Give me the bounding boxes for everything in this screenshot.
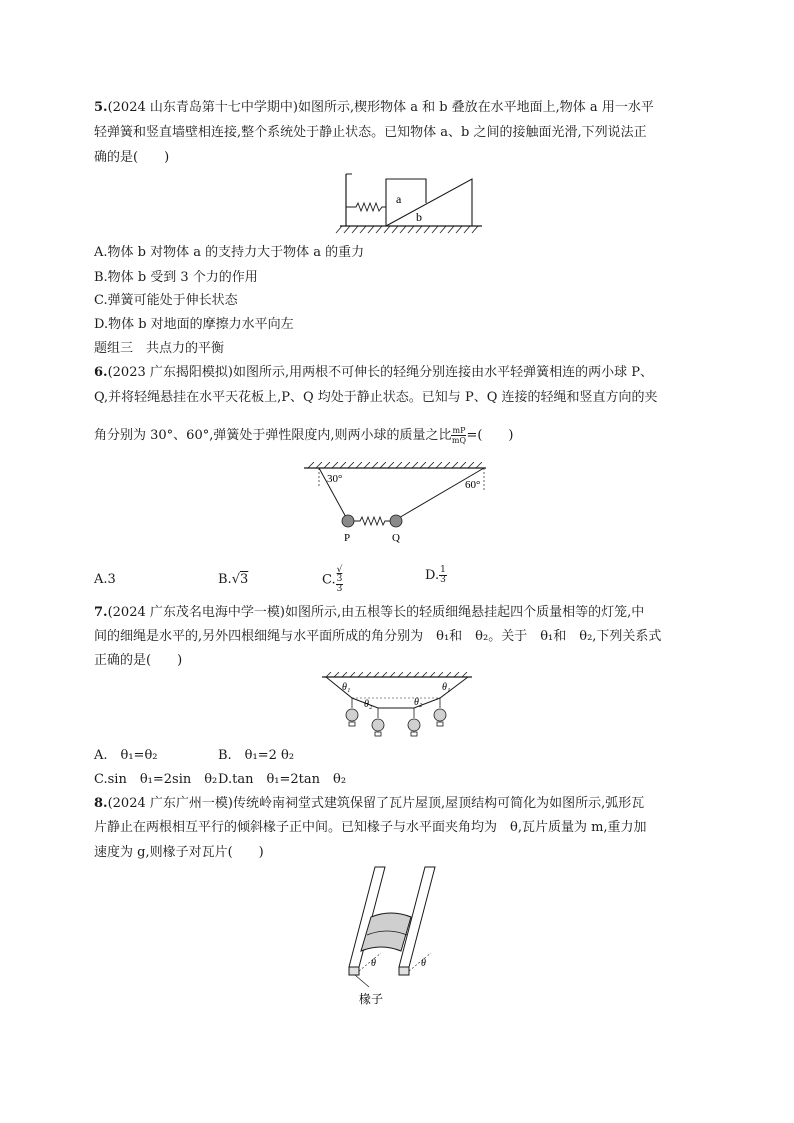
q6-option-d-fraction [439,566,447,585]
section-title: 题组三 共点力的平衡 [94,341,225,356]
q6-number: 6. [94,365,108,380]
q6-option-b-radicand: 3 [239,572,249,587]
theta2-right-label: θ₂ [414,697,423,708]
q8-number: 8. [94,796,108,811]
theta1-left-label: θ₁ [342,682,351,693]
q5-line-1 [94,100,654,116]
ball-q-label: Q [392,532,400,544]
q7-option-c: C.sin θ₁=2sin θ₂ [94,772,218,787]
q5-option-b: B.物体 b 受到 3 个力的作用 [94,270,258,285]
q6-option-b-letter: B. [218,572,232,587]
q6-option-c-radicand: 3 [336,574,343,584]
q8-figure [345,865,445,1013]
q6-text-3: 角分别为 30°、60°,弹簧处于弹性限度内,则两小球的质量之比 [94,428,452,443]
mass-ratio-denominator: mQ [451,436,467,445]
q8-line-3: 速度为 g,则椽子对瓦片( ) [94,845,264,860]
q8-theta-right: θ [421,958,426,969]
q7-option-a: A. θ₁=θ₂ [94,748,158,763]
q8-line-2: 片静止在两根相互平行的倾斜椽子正中间。已知椽子与水平面夹角均为 θ,瓦片质量为 m,重力加 [94,820,647,835]
q7-line-2: 间的细绳是水平的,另外四根细绳与水平面所成的角分别为 θ₁和 θ₂。关于 θ₁和 θ₂,下列关系式 [94,629,662,644]
q6-option-c [322,566,343,594]
q6-line-2: Q,并将轻绳悬挂在水平天花板上,P、Q 均处于静止状态。已知与 P、Q 连接的轻绳和竖直方向的夹 [94,390,658,405]
q6-option-d-numerator: 1 [440,565,446,575]
q5-label-a: a [396,192,402,206]
q6-option-d [425,566,447,585]
mass-ratio-numerator: mP [452,426,466,435]
q5-option-c: C.弹簧可能处于伸长状态 [94,293,238,308]
q7-option-d: D.tan θ₁=2tan θ₂ [218,772,347,787]
q6-option-d-denominator: 3 [440,575,446,585]
q5-option-a: A.物体 b 对物体 a 的支持力大于物体 a 的重力 [94,245,365,260]
q6-text-1: (2023 广东揭阳模拟)如图所示,用两根不可伸长的轻绳分别连接由水平轻弹簧相连的两小球 P、 [107,365,653,380]
q6-option-b: B.√3 [218,572,249,587]
q5-line-3: 确的是( ) [94,150,170,165]
q7-option-b: B. θ₁=2 θ₂ [218,748,295,763]
q7-figure [320,672,474,742]
q6-angle-30: 30° [327,473,343,485]
mass-ratio-fraction [451,426,466,445]
q6-option-c-letter: C. [322,572,336,588]
q6-text-3-end: =( ) [466,428,514,443]
q8-text-1: (2024 广东广州一模)传统岭南祠堂式建筑保留了瓦片屋顶,屋顶结构可简化为如图所示,弧形瓦 [107,796,645,811]
q6-figure [300,462,490,544]
q7-text-1: (2024 广东茂名电海中学一模)如图所示,由五根等长的轻质细绳悬挂起四个质量相等的灯笼,中 [107,605,645,620]
q5-label-b: b [416,210,422,224]
q6-option-c-denominator: 3 [336,584,343,594]
q6-angle-60: 60° [465,479,481,491]
q5-line-2: 轻弹簧和竖直墙壁相连接,整个系统处于静止状态。已知物体 a、b 之间的接触面光滑,下列说法正 [94,125,647,140]
q5-figure [330,170,490,236]
q5-number: 5. [94,100,108,115]
q8-rafter-caption: 椽子 [359,992,384,1006]
q5-option-d: D.物体 b 对地面的摩擦力水平向左 [94,317,294,332]
q7-line-1 [94,605,644,621]
q7-number: 7. [94,605,108,620]
q8-line-1 [94,796,644,812]
theta2-left-label: θ₂ [364,699,373,710]
theta1-right-label: θ₁ [442,682,451,693]
q5-text-1: (2024 山东青岛第十七中学期中)如图所示,楔形物体 a 和 b 叠放在水平地面上,物体 a 用一水平 [107,100,654,115]
q8-theta-left: θ [371,958,376,969]
q6-option-a: A.3 [94,572,116,587]
q6-option-d-letter: D. [425,568,440,583]
q7-line-3: 正确的是( ) [94,653,183,668]
ball-p-label: P [344,532,351,544]
q6-option-c-fraction: √ 3 3 [336,565,343,594]
q6-line-1 [94,365,653,381]
q6-line-3 [94,426,514,445]
